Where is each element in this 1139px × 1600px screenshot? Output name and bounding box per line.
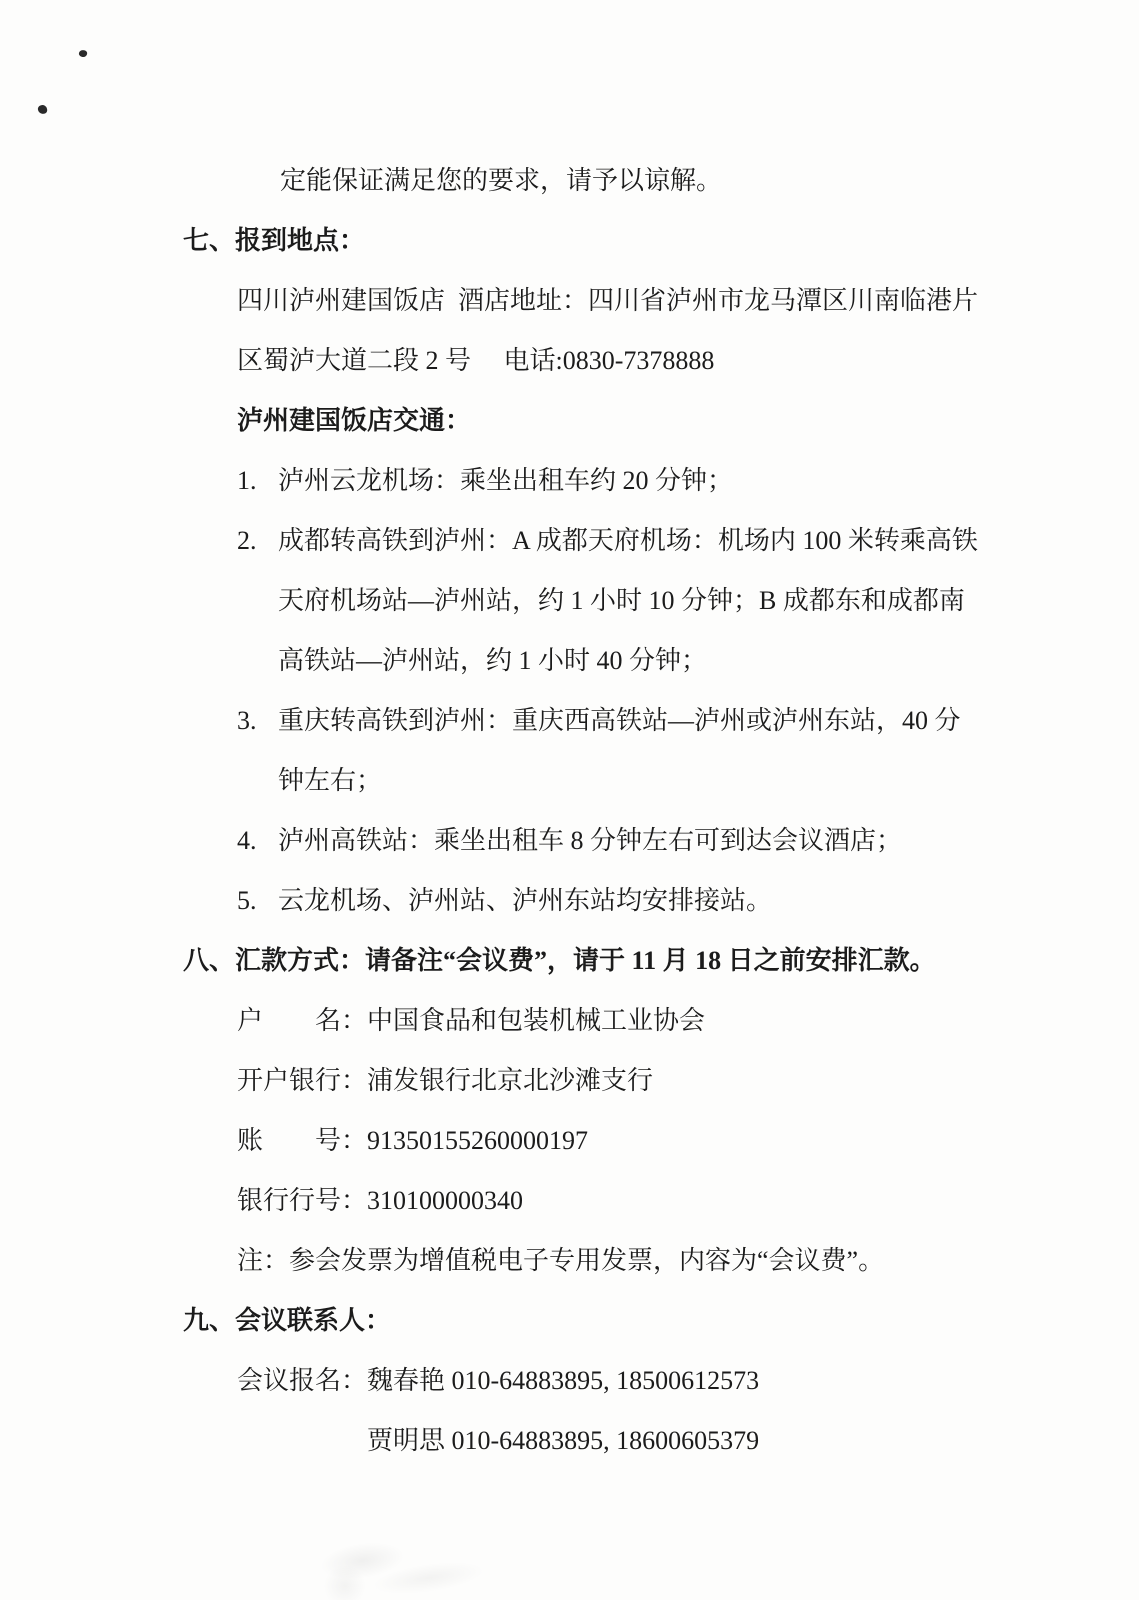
line-text: 注：参会发票为增值税电子专用发票，内容为“会议费”。 <box>237 1246 885 1275</box>
document-line <box>278 751 1139 811</box>
line-text: 区蜀泸大道二段 2 号 电话:0830-7378888 <box>237 346 715 375</box>
line-text: 泸州云龙机场：乘坐出租车约 20 分钟； <box>278 466 734 495</box>
list-number: 4. <box>237 826 257 855</box>
list-number: 1. <box>237 466 257 495</box>
line-text: 高铁站—泸州站，约 1 小时 40 分钟； <box>278 646 708 675</box>
section-heading-line <box>183 931 1139 991</box>
section-heading-line <box>183 211 1139 271</box>
line-text: 定能保证满足您的要求，请予以谅解。 <box>280 166 723 195</box>
list-number: 2. <box>237 526 257 555</box>
line-text: 银行行号：310100000340 <box>237 1186 524 1215</box>
document-line <box>237 991 1139 1051</box>
document-line <box>237 331 1139 391</box>
line-text: 钟左右； <box>278 766 383 795</box>
line-text: 云龙机场、泸州站、泸州东站均安排接站。 <box>278 886 773 915</box>
document-line <box>237 391 1139 451</box>
line-text: 泸州建国饭店交通： <box>237 406 472 435</box>
section-heading-line <box>183 1291 1139 1351</box>
line-text: 会议报名：魏春艳 010-64883895, 18500612573 <box>237 1366 760 1395</box>
line-text: 天府机场站—泸州站，约 1 小时 10 分钟；B 成都东和成都南 <box>278 586 965 615</box>
document-line <box>237 1231 1139 1291</box>
ink-speck <box>78 49 88 58</box>
line-text: 九、会议联系人： <box>183 1306 392 1335</box>
document-line <box>367 1411 1139 1471</box>
line-text: 四川泸州建国饭店 酒店地址：四川省泸州市龙马潭区川南临港片 <box>237 286 979 315</box>
line-text: 泸州高铁站：乘坐出租车 8 分钟左右可到达会议酒店； <box>278 826 903 855</box>
line-text: 贾明思 010-64883895, 18600605379 <box>367 1426 760 1455</box>
document-line <box>237 1171 1139 1231</box>
document-body <box>0 151 1139 1471</box>
document-line <box>278 571 1139 631</box>
document-line <box>237 871 1139 931</box>
document-line <box>237 1051 1139 1111</box>
document-line <box>237 1351 1139 1411</box>
document-line <box>237 811 1139 871</box>
line-text: 开户银行：浦发银行北京北沙滩支行 <box>237 1066 654 1095</box>
document-line <box>278 631 1139 691</box>
line-text: 账 号：91350155260000197 <box>237 1126 589 1155</box>
line-text: 重庆转高铁到泸州：重庆西高铁站—泸州或泸州东站，40 分 <box>278 706 961 735</box>
scan-smudge <box>296 1511 514 1600</box>
list-number: 5. <box>237 886 257 915</box>
document-line <box>280 151 1139 211</box>
line-text: 八、汇款方式：请备注“会议费”，请于 11 月 18 日之前安排汇款。 <box>183 946 936 975</box>
document-line <box>237 691 1139 751</box>
document-line <box>237 511 1139 571</box>
list-number: 3. <box>237 706 257 735</box>
line-text: 成都转高铁到泸州：A 成都天府机场：机场内 100 米转乘高铁 <box>278 526 978 555</box>
document-line <box>237 1111 1139 1171</box>
document-line <box>237 271 1139 331</box>
ink-speck <box>37 104 48 115</box>
line-text: 七、报到地点： <box>183 226 366 255</box>
line-text: 户 名：中国食品和包装机械工业协会 <box>237 1006 706 1035</box>
document-line <box>237 451 1139 511</box>
